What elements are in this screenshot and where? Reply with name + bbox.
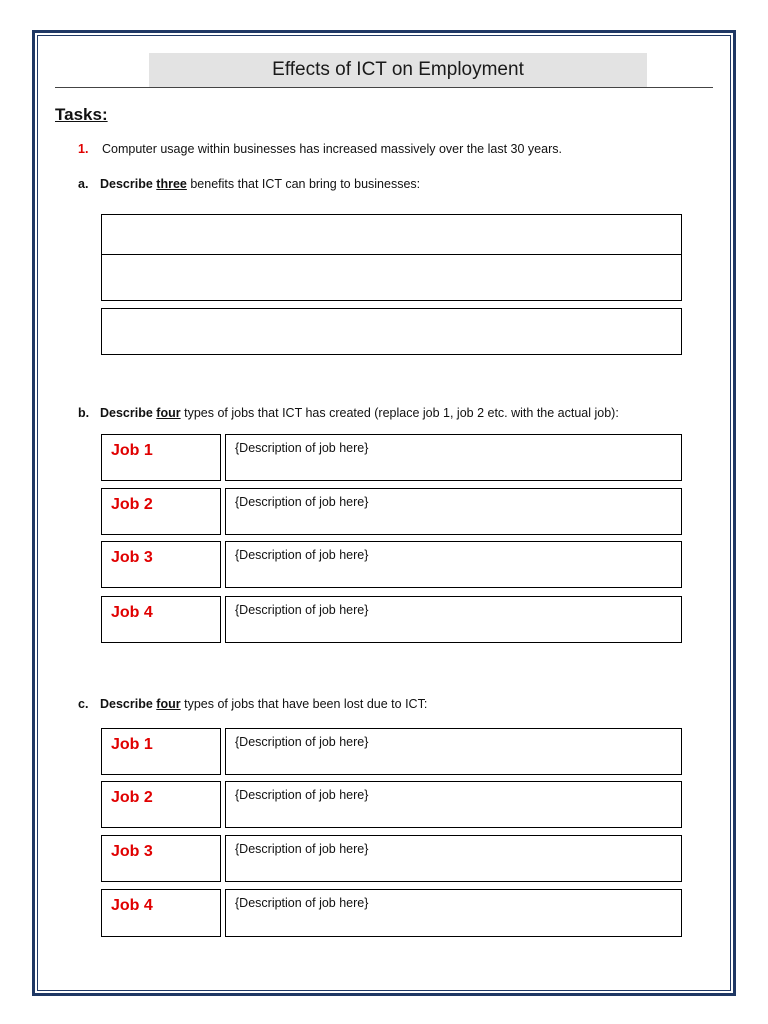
created-job-2-label[interactable]: Job 2 (101, 488, 221, 535)
part-a-prefix: Describe (100, 177, 153, 191)
part-c-prefix: Describe (100, 697, 153, 711)
lost-job-3-description[interactable]: {Description of job here} (225, 835, 682, 882)
answer-box-a-3[interactable] (101, 308, 682, 355)
page-title (149, 53, 647, 87)
created-job-3-label[interactable]: Job 3 (101, 541, 221, 588)
part-b-marker: b. (78, 406, 90, 420)
part-b-prompt (78, 406, 619, 420)
created-job-3-description[interactable]: {Description of job here} (225, 541, 682, 588)
lost-job-2-description[interactable]: {Description of job here} (225, 781, 682, 828)
created-job-2-description[interactable]: {Description of job here} (225, 488, 682, 535)
tasks-heading: Tasks: (55, 105, 108, 124)
part-b-rest: types of jobs that ICT has created (replace job 1, job 2 etc. with the actual job): (184, 406, 619, 420)
lost-job-4-description[interactable]: {Description of job here} (225, 889, 682, 937)
question-1-text: Computer usage within businesses has increased massively over the last 30 years. (102, 142, 562, 156)
created-job-4-description[interactable]: {Description of job here} (225, 596, 682, 643)
part-a-rest: benefits that ICT can bring to businesses: (190, 177, 421, 191)
part-a-prompt (78, 177, 420, 191)
created-job-1-description[interactable]: {Description of job here} (225, 434, 682, 481)
part-a-marker: a. (78, 177, 89, 191)
lost-job-2-label[interactable]: Job 2 (101, 781, 221, 828)
lost-job-4-label[interactable]: Job 4 (101, 889, 221, 937)
answer-box-a-2[interactable] (101, 254, 682, 301)
part-a-emphasis: three (156, 177, 187, 191)
part-c-prompt (78, 697, 427, 711)
part-c-rest: types of jobs that have been lost due to ICT: (184, 697, 428, 711)
answer-box-a-1[interactable] (101, 214, 682, 255)
part-c-marker: c. (78, 697, 89, 711)
lost-job-1-description[interactable]: {Description of job here} (225, 728, 682, 775)
created-job-1-label[interactable]: Job 1 (101, 434, 221, 481)
question-1 (78, 142, 562, 156)
created-job-4-label[interactable]: Job 4 (101, 596, 221, 643)
page-title-text: Effects of ICT on Employment (272, 59, 524, 80)
lost-job-1-label[interactable]: Job 1 (101, 728, 221, 775)
question-1-number: 1. (78, 142, 89, 156)
lost-job-3-label[interactable]: Job 3 (101, 835, 221, 882)
part-b-prefix: Describe (100, 406, 153, 420)
title-divider (55, 87, 713, 88)
part-b-emphasis: four (156, 406, 181, 420)
part-c-emphasis: four (156, 697, 181, 711)
